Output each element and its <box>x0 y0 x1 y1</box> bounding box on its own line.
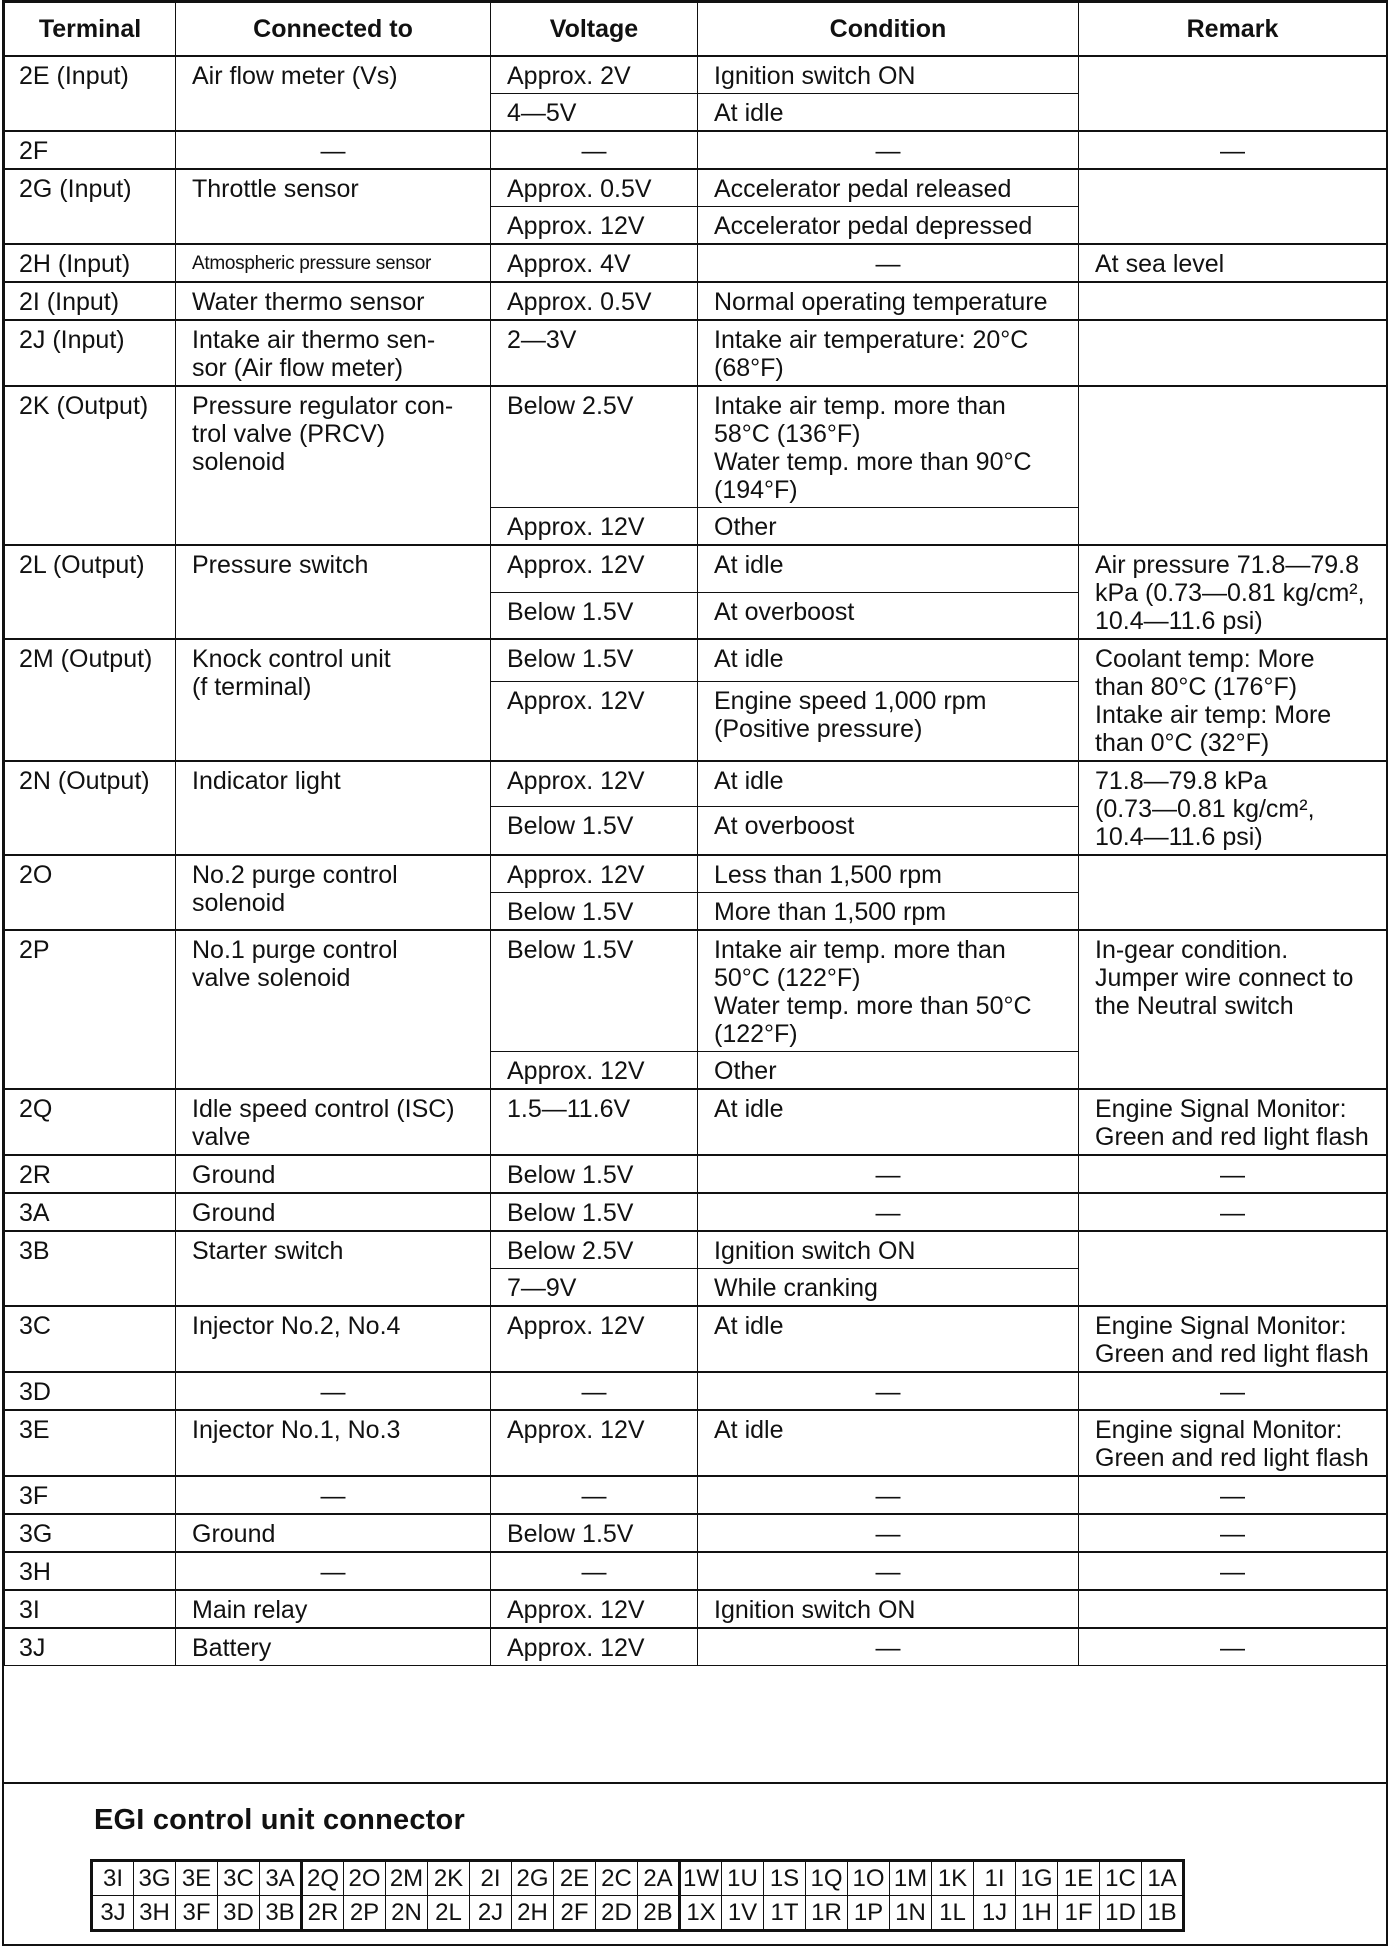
remark-cell: — <box>1079 1372 1387 1410</box>
voltage-cell: Below 1.5V <box>491 1514 698 1552</box>
table-row <box>5 1476 1387 1514</box>
connector-pin-row-bottom <box>92 1896 1184 1931</box>
terminal-cell: 2K (Output) <box>5 386 176 545</box>
voltage-cell: Approx. 12V <box>491 682 698 761</box>
connected-to-cell: Main relay <box>176 1590 491 1628</box>
table-row <box>5 761 1387 807</box>
condition-cell: — <box>698 244 1079 282</box>
condition-cell: Other <box>698 1052 1079 1090</box>
voltage-cell: Below 1.5V <box>491 592 698 639</box>
header-voltage: Voltage <box>491 3 698 57</box>
connector-pin: 2P <box>344 1896 386 1931</box>
condition-cell: Accelerator pedal depressed <box>698 207 1079 245</box>
connector-pin: 1J <box>974 1896 1016 1931</box>
voltage-cell: Below 1.5V <box>491 930 698 1052</box>
connector-pin: 2I <box>470 1861 512 1896</box>
terminal-cell: 3A <box>5 1193 176 1231</box>
connector-pin: 2D <box>596 1896 638 1931</box>
condition-cell: Other <box>698 508 1079 546</box>
connector-pin: 2A <box>638 1861 680 1896</box>
connected-to-cell: No.1 purge control valve solenoid <box>176 930 491 1089</box>
terminal-cell: 3C <box>5 1306 176 1372</box>
terminal-cell: 3D <box>5 1372 176 1410</box>
terminal-cell: 3I <box>5 1590 176 1628</box>
voltage-cell: Approx. 12V <box>491 855 698 893</box>
connector-pin: 1R <box>806 1896 848 1931</box>
connector-pin: 1B <box>1142 1896 1184 1931</box>
connector-pin: 2F <box>554 1896 596 1931</box>
table-row <box>5 855 1387 893</box>
table-row <box>5 1306 1387 1372</box>
connector-pin: 1T <box>764 1896 806 1931</box>
voltage-cell: Approx. 12V <box>491 1628 698 1666</box>
voltage-cell: Below 1.5V <box>491 1155 698 1193</box>
condition-cell: Ignition switch ON <box>698 1231 1079 1269</box>
terminal-cell: 3E <box>5 1410 176 1476</box>
connector-pin: 2J <box>470 1896 512 1931</box>
voltage-cell: Approx. 12V <box>491 508 698 546</box>
terminal-voltage-table <box>4 2 1387 1666</box>
condition-cell: — <box>698 1155 1079 1193</box>
voltage-cell: Approx. 12V <box>491 207 698 245</box>
connector-pin: 2G <box>512 1861 554 1896</box>
connector-pin: 2Q <box>302 1861 344 1896</box>
terminal-cell: 3H <box>5 1552 176 1590</box>
connected-to-cell: Idle speed control (ISC) valve <box>176 1089 491 1155</box>
voltage-cell: Below 1.5V <box>491 1193 698 1231</box>
terminal-cell: 2F <box>5 131 176 169</box>
connector-pin: 1C <box>1100 1861 1142 1896</box>
table-row <box>5 56 1387 94</box>
remark-cell <box>1079 855 1387 930</box>
connector-pin: 1I <box>974 1861 1016 1896</box>
connected-to-cell: Ground <box>176 1155 491 1193</box>
connector-pin: 1U <box>722 1861 764 1896</box>
connector-pin: 1E <box>1058 1861 1100 1896</box>
remark-cell: — <box>1079 1552 1387 1590</box>
remark-cell: Engine Signal Monitor: Green and red light flash <box>1079 1306 1387 1372</box>
terminal-spec-sheet <box>2 0 1388 1946</box>
condition-cell: — <box>698 1372 1079 1410</box>
terminal-cell: 2E (Input) <box>5 56 176 131</box>
connector-pin: 2E <box>554 1861 596 1896</box>
table-header-row <box>5 3 1387 57</box>
connector-pin: 1K <box>932 1861 974 1896</box>
condition-cell: At idle <box>698 94 1079 132</box>
header-remark: Remark <box>1079 3 1387 57</box>
connector-pin: 1O <box>848 1861 890 1896</box>
connector-pin: 3D <box>218 1896 260 1931</box>
connector-pin: 2C <box>596 1861 638 1896</box>
table-row <box>5 1514 1387 1552</box>
voltage-cell: Below 2.5V <box>491 1231 698 1269</box>
connected-to-cell: — <box>176 1372 491 1410</box>
terminal-cell: 2J (Input) <box>5 320 176 386</box>
connected-to-cell: Battery <box>176 1628 491 1666</box>
table-row <box>5 282 1387 320</box>
remark-cell: — <box>1079 1476 1387 1514</box>
condition-cell: Intake air temp. more than 58°C (136°F) Water temp. more than 90°C (194°F) <box>698 386 1079 508</box>
connected-to-cell: Air flow meter (Vs) <box>176 56 491 131</box>
condition-cell: Intake air temp. more than 50°C (122°F) Water temp. more than 50°C (122°F) <box>698 930 1079 1052</box>
table-row <box>5 131 1387 169</box>
table-row <box>5 1410 1387 1476</box>
connector-title: EGI control unit connector <box>94 1804 465 1836</box>
table-row <box>5 1155 1387 1193</box>
connector-pin: 3F <box>176 1896 218 1931</box>
voltage-cell: Approx. 12V <box>491 1410 698 1476</box>
voltage-cell: 7—9V <box>491 1269 698 1307</box>
voltage-cell: Approx. 12V <box>491 1052 698 1090</box>
connector-pin: 2M <box>386 1861 428 1896</box>
connector-pin: 1H <box>1016 1896 1058 1931</box>
condition-cell: At idle <box>698 761 1079 807</box>
voltage-cell: Approx. 0.5V <box>491 282 698 320</box>
voltage-cell: Approx. 12V <box>491 1590 698 1628</box>
header-condition: Condition <box>698 3 1079 57</box>
terminal-cell: 3F <box>5 1476 176 1514</box>
remark-cell: In-gear condition. Jumper wire connect to the Neutral switch <box>1079 930 1387 1089</box>
connector-pin: 1N <box>890 1896 932 1931</box>
connector-pin: 1G <box>1016 1861 1058 1896</box>
condition-cell: At overboost <box>698 592 1079 639</box>
terminal-cell: 3B <box>5 1231 176 1306</box>
connected-to-cell: — <box>176 1476 491 1514</box>
connector-pin: 2B <box>638 1896 680 1931</box>
table-row <box>5 1231 1387 1269</box>
voltage-cell: — <box>491 1372 698 1410</box>
connector-section <box>4 1782 1386 1948</box>
connected-to-cell: — <box>176 131 491 169</box>
connector-pin: 3H <box>134 1896 176 1931</box>
header-connected-to: Connected to <box>176 3 491 57</box>
voltage-cell: 1.5—11.6V <box>491 1089 698 1155</box>
connector-pin-row-top <box>92 1861 1184 1896</box>
remark-cell: — <box>1079 131 1387 169</box>
table-row <box>5 1089 1387 1155</box>
voltage-cell: Approx. 0.5V <box>491 169 698 207</box>
connected-to-cell: Throttle sensor <box>176 169 491 244</box>
connector-pin: 1M <box>890 1861 932 1896</box>
remark-cell <box>1079 386 1387 545</box>
table-row <box>5 930 1387 1052</box>
voltage-cell: — <box>491 1476 698 1514</box>
table-row <box>5 1590 1387 1628</box>
connected-to-cell: Indicator light <box>176 761 491 855</box>
table-row <box>5 320 1387 386</box>
remark-cell <box>1079 1231 1387 1306</box>
condition-cell: At idle <box>698 545 1079 592</box>
terminal-cell: 2I (Input) <box>5 282 176 320</box>
terminal-cell: 2M (Output) <box>5 639 176 761</box>
condition-cell: Intake air temperature: 20°C (68°F) <box>698 320 1079 386</box>
remark-cell <box>1079 169 1387 244</box>
terminal-cell: 2G (Input) <box>5 169 176 244</box>
connector-pin: 1X <box>680 1896 722 1931</box>
condition-cell: At idle <box>698 1410 1079 1476</box>
header-terminal: Terminal <box>5 3 176 57</box>
connector-pin-grid <box>90 1859 1185 1932</box>
remark-cell: Coolant temp: More than 80°C (176°F) Intake air temp: More than 0°C (32°F) <box>1079 639 1387 761</box>
remark-cell <box>1079 282 1387 320</box>
condition-cell: At idle <box>698 639 1079 682</box>
connected-to-cell: Pressure regulator con- trol valve (PRCV) solenoid <box>176 386 491 545</box>
condition-cell: — <box>698 131 1079 169</box>
terminal-cell: 2N (Output) <box>5 761 176 855</box>
connector-pin: 1F <box>1058 1896 1100 1931</box>
terminal-cell: 2O <box>5 855 176 930</box>
connector-pin: 3B <box>260 1896 302 1931</box>
remark-cell: — <box>1079 1628 1387 1666</box>
terminal-cell: 2Q <box>5 1089 176 1155</box>
connector-pin: 1A <box>1142 1861 1184 1896</box>
connector-pin: 2N <box>386 1896 428 1931</box>
remark-cell: — <box>1079 1155 1387 1193</box>
condition-cell: Accelerator pedal released <box>698 169 1079 207</box>
connector-pin: 1L <box>932 1896 974 1931</box>
table-row <box>5 1372 1387 1410</box>
terminal-cell: 3J <box>5 1628 176 1666</box>
remark-cell: Air pressure 71.8—79.8 kPa (0.73—0.81 kg/cm², 10.4—11.6 psi) <box>1079 545 1387 639</box>
connected-to-cell: Starter switch <box>176 1231 491 1306</box>
condition-cell: At idle <box>698 1306 1079 1372</box>
table-row <box>5 1628 1387 1666</box>
voltage-cell: 4—5V <box>491 94 698 132</box>
table-body <box>5 56 1387 1666</box>
connector-pin: 2R <box>302 1896 344 1931</box>
table-row <box>5 244 1387 282</box>
condition-cell: At idle <box>698 1089 1079 1155</box>
condition-cell: Normal operating temperature <box>698 282 1079 320</box>
connector-pin: 2H <box>512 1896 554 1931</box>
connector-pin: 2L <box>428 1896 470 1931</box>
connector-pin: 1D <box>1100 1896 1142 1931</box>
table-row <box>5 386 1387 508</box>
connected-to-cell: — <box>176 1552 491 1590</box>
table-row <box>5 545 1387 592</box>
connected-to-cell: Pressure switch <box>176 545 491 639</box>
voltage-cell: Below 1.5V <box>491 639 698 682</box>
connected-to-cell: Ground <box>176 1514 491 1552</box>
connected-to-cell: Water thermo sensor <box>176 282 491 320</box>
connector-pin: 1S <box>764 1861 806 1896</box>
connected-to-cell: No.2 purge control solenoid <box>176 855 491 930</box>
remark-cell: Engine Signal Monitor: Green and red light flash <box>1079 1089 1387 1155</box>
condition-cell: — <box>698 1628 1079 1666</box>
connector-pin: 3I <box>92 1861 134 1896</box>
terminal-cell: 2L (Output) <box>5 545 176 639</box>
table-row <box>5 1552 1387 1590</box>
voltage-cell: — <box>491 131 698 169</box>
connected-to-cell: Injector No.1, No.3 <box>176 1410 491 1476</box>
connector-pin: 3G <box>134 1861 176 1896</box>
remark-cell <box>1079 1590 1387 1628</box>
voltage-cell: 2—3V <box>491 320 698 386</box>
condition-cell: — <box>698 1514 1079 1552</box>
condition-cell: Ignition switch ON <box>698 1590 1079 1628</box>
terminal-cell: 2P <box>5 930 176 1089</box>
voltage-cell: Below 1.5V <box>491 807 698 855</box>
condition-cell: Engine speed 1,000 rpm (Positive pressure) <box>698 682 1079 761</box>
voltage-cell: — <box>491 1552 698 1590</box>
remark-cell: — <box>1079 1193 1387 1231</box>
voltage-cell: Approx. 12V <box>491 1306 698 1372</box>
connector-pin: 1V <box>722 1896 764 1931</box>
connected-to-cell: Atmospheric pressure sensor <box>176 244 491 282</box>
voltage-cell: Approx. 2V <box>491 56 698 94</box>
connected-to-cell: Injector No.2, No.4 <box>176 1306 491 1372</box>
connected-to-cell: Knock control unit (f terminal) <box>176 639 491 761</box>
remark-cell <box>1079 56 1387 131</box>
connected-to-cell: Ground <box>176 1193 491 1231</box>
table-row <box>5 1193 1387 1231</box>
condition-cell: Less than 1,500 rpm <box>698 855 1079 893</box>
table-row <box>5 639 1387 682</box>
terminal-cell: 3G <box>5 1514 176 1552</box>
connector-pin: 1P <box>848 1896 890 1931</box>
connector-pin: 3A <box>260 1861 302 1896</box>
terminal-cell: 2H (Input) <box>5 244 176 282</box>
remark-cell <box>1079 320 1387 386</box>
condition-cell: — <box>698 1476 1079 1514</box>
voltage-cell: Below 2.5V <box>491 386 698 508</box>
remark-cell: — <box>1079 1514 1387 1552</box>
voltage-cell: Below 1.5V <box>491 893 698 931</box>
connector-pin: 3J <box>92 1896 134 1931</box>
condition-cell: While cranking <box>698 1269 1079 1307</box>
voltage-cell: Approx. 12V <box>491 761 698 807</box>
connector-pin: 1W <box>680 1861 722 1896</box>
connector-pin: 2O <box>344 1861 386 1896</box>
remark-cell: At sea level <box>1079 244 1387 282</box>
remark-cell: Engine signal Monitor: Green and red light flash <box>1079 1410 1387 1476</box>
remark-cell: 71.8—79.8 kPa (0.73—0.81 kg/cm², 10.4—11.6 psi) <box>1079 761 1387 855</box>
connector-pin: 2K <box>428 1861 470 1896</box>
condition-cell: More than 1,500 rpm <box>698 893 1079 931</box>
table-row <box>5 169 1387 207</box>
voltage-cell: Approx. 4V <box>491 244 698 282</box>
connected-to-cell: Intake air thermo sen- sor (Air flow meter) <box>176 320 491 386</box>
voltage-cell: Approx. 12V <box>491 545 698 592</box>
connector-pin: 3C <box>218 1861 260 1896</box>
connector-pin: 1Q <box>806 1861 848 1896</box>
condition-cell: At overboost <box>698 807 1079 855</box>
terminal-cell: 2R <box>5 1155 176 1193</box>
condition-cell: Ignition switch ON <box>698 56 1079 94</box>
condition-cell: — <box>698 1552 1079 1590</box>
condition-cell: — <box>698 1193 1079 1231</box>
connector-pin: 3E <box>176 1861 218 1896</box>
